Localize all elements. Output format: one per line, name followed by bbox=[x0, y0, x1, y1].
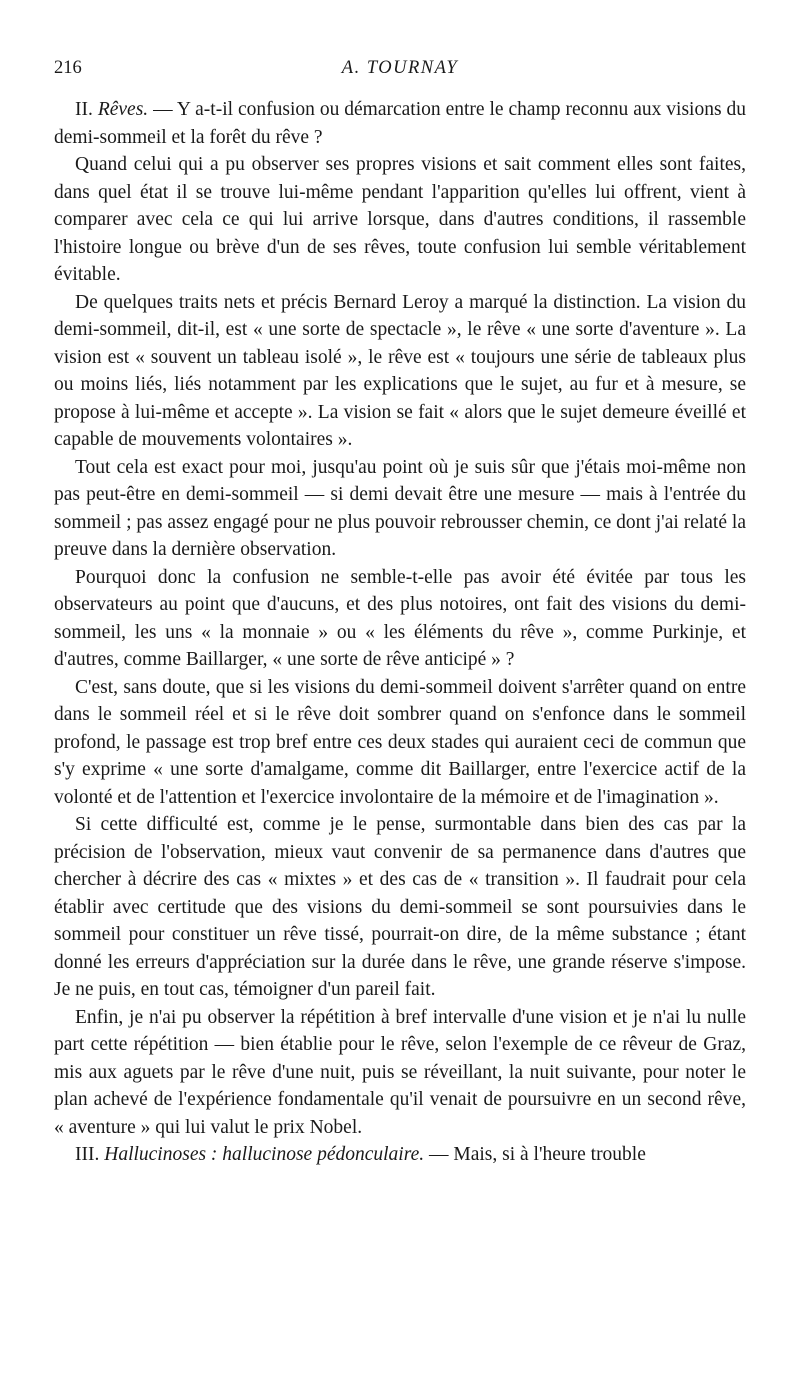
paragraph: Tout cela est exact pour moi, jusqu'au point où je suis sûr que j'étais moi-même non pas peut-être en demi-sommeil — si demi devait être une mesure — mais à l'entrée du sommeil ; pas assez engagé pour ne plus pouvoir rebrousser chemin, ce dont j'ai relaté la preuve dans la dernière observation. bbox=[54, 456, 746, 560]
body-text bbox=[54, 96, 746, 1169]
section-numeral: III. bbox=[75, 1144, 100, 1165]
section-heading-iii bbox=[54, 1141, 746, 1169]
page-header bbox=[54, 58, 746, 82]
section-intro: — Y a-t-il confusion ou démarcation entre le champ reconnu aux visions du demi-sommeil et la forêt du rêve ? bbox=[54, 99, 747, 148]
section-heading-ii bbox=[54, 96, 746, 151]
running-head: A. TOURNAY bbox=[341, 58, 459, 78]
paragraph: De quelques traits nets et précis Bernard Leroy a marqué la distinction. La vision du demi-sommeil, dit-il, est « une sorte de spectacle », le rêve « une sorte d'aventure ». La vision est « souvent un tableau isolé », le rêve est « toujours une série de tableaux plus ou moins liés, liés notamment par les explications que le sujet, au fur et à mesure, se propose à lui-même et accepte ». La vision se fait « alors que le sujet demeure éveillé et capable de mouvements volontaires ». bbox=[54, 291, 746, 450]
paragraph: Si cette difficulté est, comme je le pense, surmontable dans bien des cas par la précision de l'observation, mieux vaut convenir de sa permanence dans d'autres que chercher à décrire des cas « mixtes » et des cas de « transition ». Il faudrait pour cela établir avec certitude que des visions du demi-sommeil se sont poursuivies dans le sommeil pour constituer un rêve tissé, pourrait-on dire, de la même substance ; étant donné les erreurs d'appréciation sur la durée dans le rêve, une grande réserve s'impose. Je ne puis, en tout cas, témoigner d'un pareil fait. bbox=[54, 814, 746, 1000]
section-intro: — Mais, si à l'heure trouble bbox=[424, 1144, 646, 1165]
page-number: 216 bbox=[54, 58, 82, 78]
paragraph: Quand celui qui a pu observer ses propres visions et sait comment elles sont faites, dans quel état il se trouve lui-même pendant l'apparition qu'elles lui offrent, vient à comparer avec cela ce qui lui arrive lorsque, dans d'autres conditions, il rassemble l'histoire longue ou brève d'un de ses rêves, toute confusion lui semble véritablement évitable. bbox=[54, 154, 746, 285]
paragraph: C'est, sans doute, que si les visions du demi-sommeil doivent s'arrêter quand on entre dans le sommeil réel et si le rêve doit sombrer quand on s'enfonce dans le sommeil profond, le passage est trop bref entre ces deux stades qui auraient ceci de commun que s'y exprime « une sorte d'amalgame, comme dit Baillarger, entre l'exercice actif de la volonté et de l'attention et l'exercice involontaire de la mémoire et de l'imagination ». bbox=[54, 676, 746, 808]
section-title: Hallucinoses : hallucinose pédonculaire. bbox=[104, 1144, 425, 1165]
paragraph: Pourquoi donc la confusion ne semble-t-elle pas avoir été évitée par tous les observateurs au point que d'aucuns, et des plus notoires, ont fait des visions du demi-sommeil, les uns « la monnaie » ou « les éléments du rêve », comme Purkinje, et d'autres, comme Baillarger, « une sorte de rêve anticipé » ? bbox=[54, 566, 746, 670]
section-numeral: II. bbox=[75, 99, 93, 120]
section-title: Rêves. bbox=[97, 99, 149, 120]
paragraph: Enfin, je n'ai pu observer la répétition à bref intervalle d'une vision et je n'ai lu nulle part cette répétition — bien établie pour le rêve, selon l'exemple de ce rêveur de Graz, mis aux aguets par le rêve d'une nuit, puis se réveillant, la nuit suivante, pour noter le plan achevé de l'expérience fondamentale qu'il venait de poursuivre en un second rêve, « aventure » qui lui valut le prix Nobel. bbox=[54, 1006, 746, 1138]
